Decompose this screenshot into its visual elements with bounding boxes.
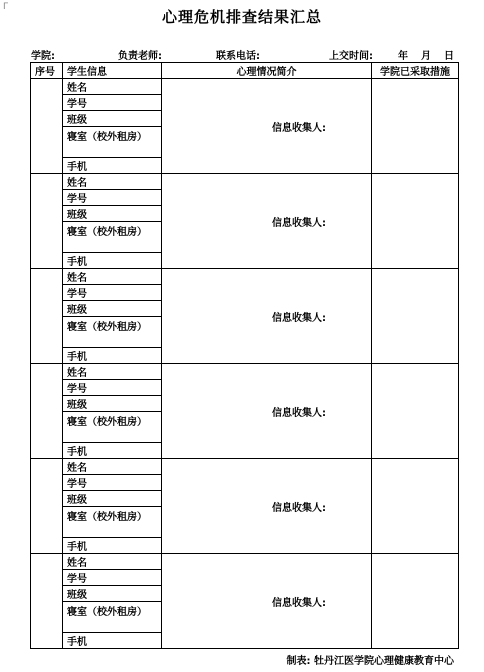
- seq-cell[interactable]: [31, 269, 63, 364]
- submit-time-label: 上交时间:: [329, 51, 373, 62]
- name-label: 姓名: [63, 364, 162, 380]
- seq-cell[interactable]: [31, 174, 63, 269]
- form-meta: [0, 47, 484, 61]
- day-label: 日: [444, 51, 454, 62]
- month-label: 月: [421, 51, 431, 62]
- summary-table: [30, 62, 459, 649]
- student-id-label: 学号: [63, 380, 162, 396]
- header-student-info: 学生信息: [63, 63, 162, 79]
- situation-cell[interactable]: [162, 364, 372, 459]
- class-label: 班级: [63, 586, 162, 602]
- class-label: 班级: [63, 491, 162, 507]
- dorm-label: 寝室（校外租房）: [63, 602, 162, 633]
- measures-cell[interactable]: [372, 269, 459, 364]
- page-corner-mark: Γ: [3, 2, 9, 12]
- mobile-label: 手机: [63, 633, 162, 649]
- table-header-row: [31, 63, 459, 79]
- name-label: 姓名: [63, 459, 162, 475]
- seq-cell[interactable]: [31, 79, 63, 174]
- seq-cell[interactable]: [31, 459, 63, 554]
- dorm-label: 寝室（校外租房）: [63, 127, 162, 158]
- student-record-row: [31, 554, 459, 570]
- student-id-label: 学号: [63, 570, 162, 586]
- student-id-label: 学号: [63, 190, 162, 206]
- summary-sheet: [30, 62, 458, 649]
- name-label: 姓名: [63, 79, 162, 95]
- student-id-label: 学号: [63, 95, 162, 111]
- seq-cell[interactable]: [31, 364, 63, 459]
- class-label: 班级: [63, 111, 162, 127]
- student-id-label: 学号: [63, 285, 162, 301]
- teacher-label: 负责老师:: [118, 51, 162, 62]
- college-label: 学院:: [31, 51, 55, 62]
- header-situation: 心理情况简介: [162, 63, 372, 79]
- seq-cell[interactable]: [31, 554, 63, 649]
- measures-cell[interactable]: [372, 554, 459, 649]
- student-record-row: [31, 269, 459, 285]
- mobile-label: 手机: [63, 253, 162, 269]
- mobile-label: 手机: [63, 538, 162, 554]
- class-label: 班级: [63, 301, 162, 317]
- dorm-label: 寝室（校外租房）: [63, 507, 162, 538]
- collector-label: 信息收集人:: [272, 217, 326, 229]
- mobile-label: 手机: [63, 443, 162, 459]
- class-label: 班级: [63, 396, 162, 412]
- situation-cell[interactable]: [162, 459, 372, 554]
- measures-cell[interactable]: [372, 79, 459, 174]
- student-record-row: [31, 459, 459, 475]
- collector-label: 信息收集人:: [272, 597, 326, 609]
- mobile-label: 手机: [63, 158, 162, 174]
- maker-credit: 制表: 牡丹江医学院心理健康教育中心: [286, 656, 454, 667]
- name-label: 姓名: [63, 269, 162, 285]
- dorm-label: 寝室（校外租房）: [63, 412, 162, 443]
- collector-label: 信息收集人:: [272, 312, 326, 324]
- class-label: 班级: [63, 206, 162, 222]
- name-label: 姓名: [63, 554, 162, 570]
- dorm-label: 寝室（校外租房）: [63, 317, 162, 348]
- page-title: 心理危机排查结果汇总: [161, 8, 322, 26]
- header-seq: 序号: [31, 63, 63, 79]
- situation-cell[interactable]: [162, 554, 372, 649]
- situation-cell[interactable]: [162, 174, 372, 269]
- collector-label: 信息收集人:: [272, 407, 326, 419]
- collector-label: 信息收集人:: [272, 122, 326, 134]
- student-record-row: [31, 79, 459, 95]
- situation-cell[interactable]: [162, 79, 372, 174]
- measures-cell[interactable]: [372, 174, 459, 269]
- header-measures: 学院已采取措施: [372, 63, 459, 79]
- student-record-row: [31, 174, 459, 190]
- phone-label: 联系电话:: [216, 51, 260, 62]
- dorm-label: 寝室（校外租房）: [63, 222, 162, 253]
- measures-cell[interactable]: [372, 459, 459, 554]
- collector-label: 信息收集人:: [272, 502, 326, 514]
- student-id-label: 学号: [63, 475, 162, 491]
- year-label: 年: [398, 51, 408, 62]
- student-record-row: [31, 364, 459, 380]
- situation-cell[interactable]: [162, 269, 372, 364]
- name-label: 姓名: [63, 174, 162, 190]
- measures-cell[interactable]: [372, 364, 459, 459]
- mobile-label: 手机: [63, 348, 162, 364]
